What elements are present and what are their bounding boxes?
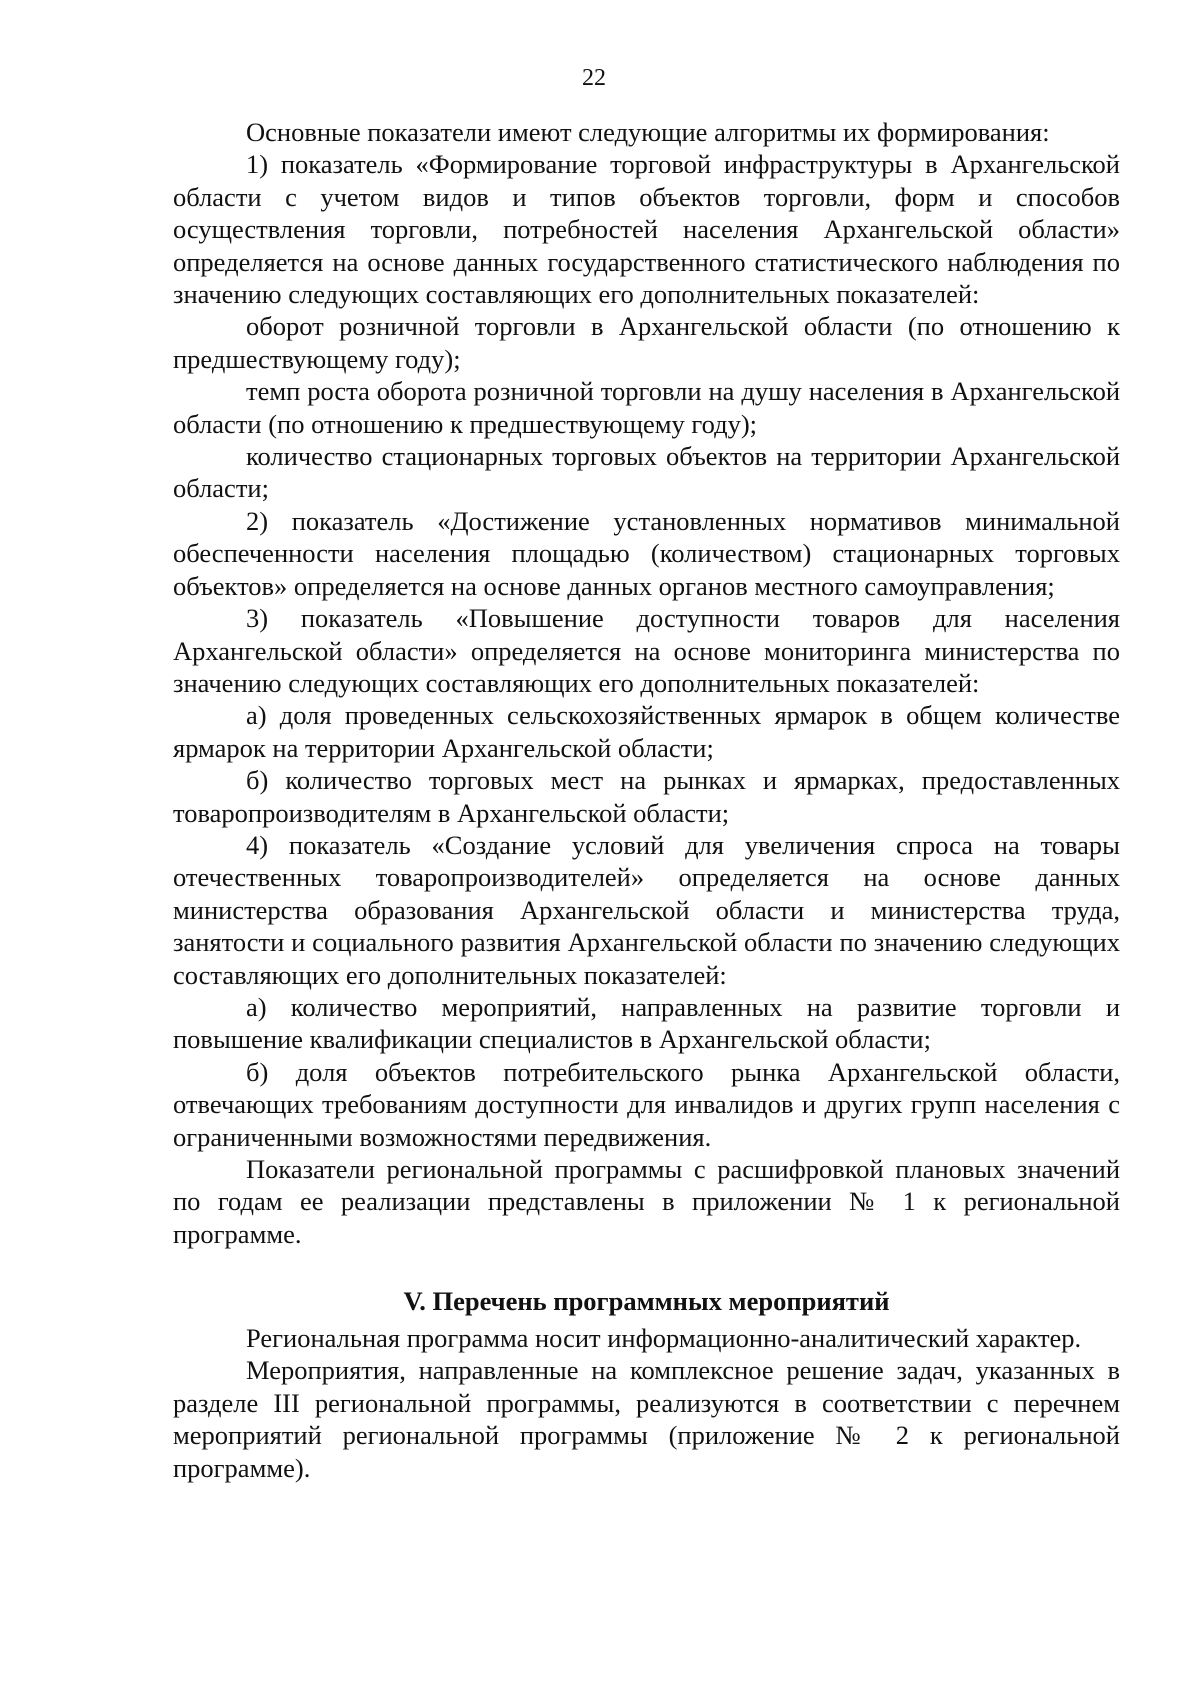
paragraph: 2) показатель «Достижение установленных нормативов минимальной обеспеченности населения площадью (количеством) стационарных торговых объектов» определяется на основе данных органов местного самоуправления; xyxy=(173,505,1120,601)
measures-text-block xyxy=(173,1322,1120,1484)
paragraph: 3) показатель «Повышение доступности товаров для населения Архангельской области» определяется на основе мониторинга министерства по значению следующих составляющих его дополнительных показателей: xyxy=(173,603,1120,698)
section-heading: V. Перечень программных мероприятий xyxy=(403,1286,890,1316)
paragraph: б) количество торговых мест на рынках и ярмарках, предоставленных товаропроизводителям в Архангельской области; xyxy=(173,765,1120,828)
paragraph: 4) показатель «Создание условий для увеличения спроса на товары отечественных товаропроизводителей» определяется на основе данных министерства образования Архангельской области и министерства труда, занятости и социального развития Архангельской области по значению следующих составляющих его дополнительных показателей: xyxy=(173,829,1120,990)
paragraph: Основные показатели имеют следующие алгоритмы их формирования: xyxy=(246,117,1050,147)
paragraph: 1) показатель «Формирование торговой инфраструктуры в Архангельской области с учетом видов и типов объектов торговли, форм и способов осуществления торговли, потребностей населения Архангельской области» определяется на основе данных государственного статистического наблюдения по значению следующих составляющих его дополнительных показателей: xyxy=(173,149,1120,310)
paragraph: темп роста оборота розничной торговли на душу населения в Архангельской области (по отношению к предшествующему году); xyxy=(173,376,1120,439)
page-number: 22 xyxy=(582,65,606,91)
indicators-text-block xyxy=(173,116,1120,1250)
paragraph: Региональная программа носит информационно-аналитический характер. xyxy=(246,1323,1082,1353)
paragraph: а) количество мероприятий, направленных на развитие торговли и повышение квалификации специалистов в Архангельской области; xyxy=(173,991,1120,1055)
paragraph: Мероприятия, направленные на комплексное решение задач, указанных в разделе III региональной программы, реализуются в соответствии с перечнем мероприятий региональной программы (приложение № 2 к региональной программе). xyxy=(173,1355,1120,1483)
paragraph: б) доля объектов потребительского рынка Архангельской области, отвечающих требованиям доступности для инвалидов и других групп населения с ограниченными возможностями передвижения. xyxy=(173,1056,1120,1152)
paragraph: количество стационарных торговых объектов на территории Архангельской области; xyxy=(173,441,1120,504)
paragraph: оборот розничной торговли в Архангельской области (по отношению к предшествующему году); xyxy=(173,311,1120,374)
paragraph: Показатели региональной программы с расшифровкой плановых значений по годам ее реализации представлены в приложении № 1 к региональной программе. xyxy=(173,1154,1120,1249)
paragraph: а) доля проведенных сельскохозяйственных ярмарок в общем количестве ярмарок на территории Архангельской области; xyxy=(173,700,1120,763)
